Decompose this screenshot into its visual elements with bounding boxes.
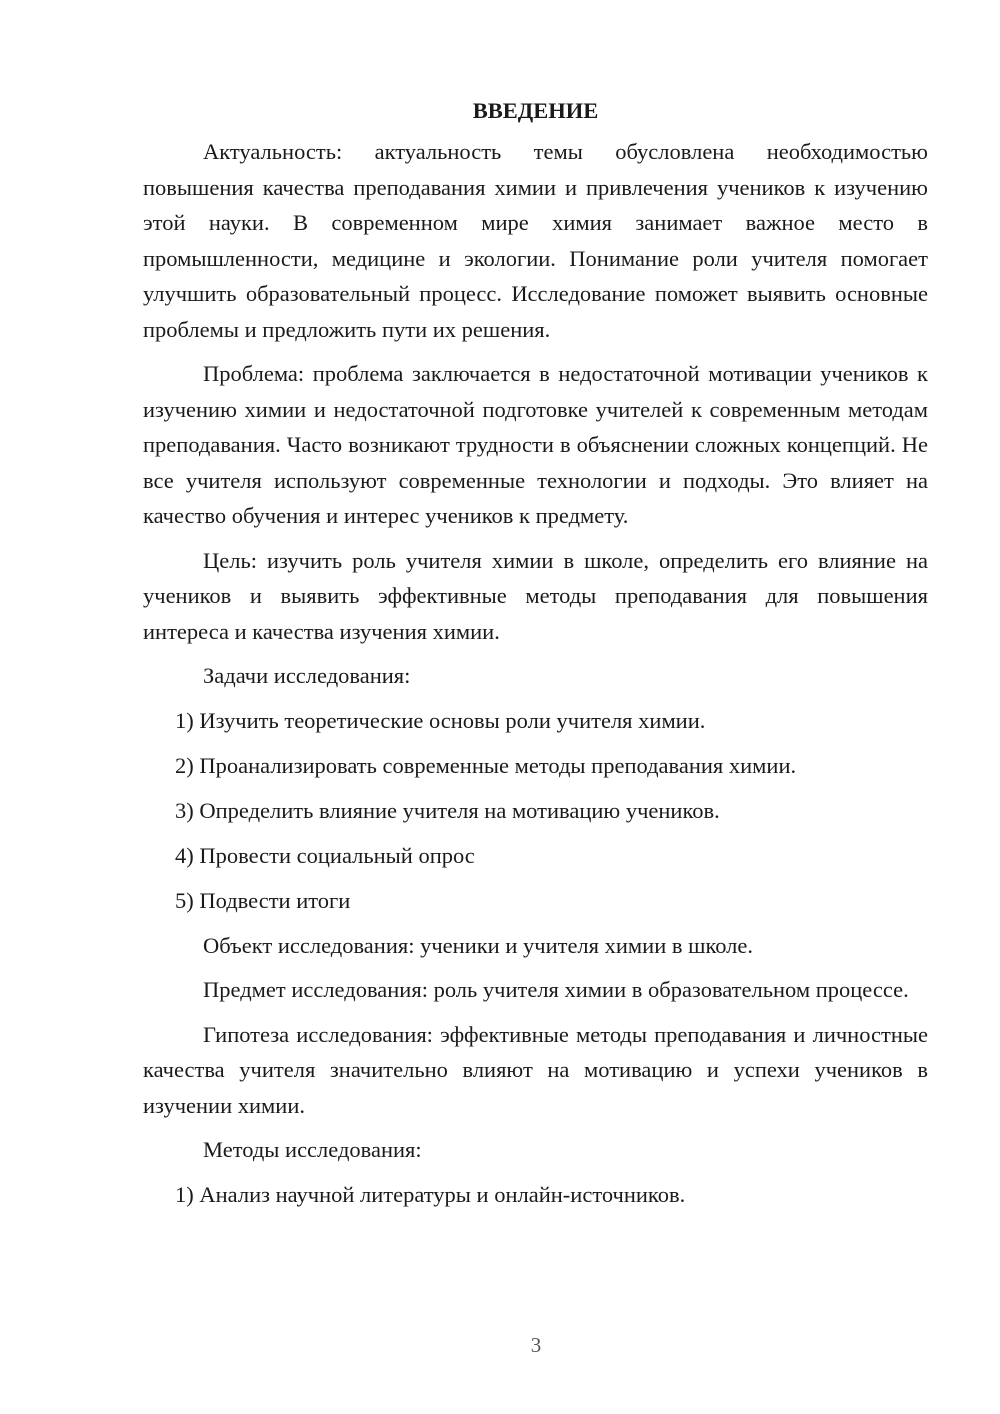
task-item-5: 5) Подвести итоги <box>175 887 351 913</box>
relevance-paragraph: Актуальность: актуальность темы обусловлена необходимостью повышения качества преподавания химии и привлечения учеников к изучению этой науки. В современном мире химия занимает важное место в промышленности, медицине и экологии. Понимание роли учителя помогает улучшить образовательный процесс. Исследование поможет выявить основные проблемы и предложить пути их решения. <box>143 139 928 342</box>
task-item-2: 2) Проанализировать современные методы преподавания химии. <box>175 752 797 778</box>
task-item-3: 3) Определить влияние учителя на мотивацию учеников. <box>175 797 720 823</box>
object-paragraph: Объект исследования: ученики и учителя химии в школе. <box>203 932 754 958</box>
goal-paragraph: Цель: изучить роль учителя химии в школе, определить его влияние на учеников и выявить эффективные методы преподавания для повышения интереса и качества изучения химии. <box>143 547 928 644</box>
method-item-1: 1) Анализ научной литературы и онлайн-источников. <box>175 1181 686 1207</box>
subject-paragraph: Предмет исследования: роль учителя химии в образовательном процессе. <box>203 977 909 1002</box>
methods-list <box>143 1177 928 1213</box>
task-item-4: 4) Провести социальный опрос <box>175 842 475 868</box>
page-content <box>143 94 928 1222</box>
section-heading: ВВЕДЕНИЕ <box>472 98 599 123</box>
task-item-1: 1) Изучить теоретические основы роли учителя химии. <box>175 707 706 733</box>
problem-paragraph: Проблема: проблема заключается в недостаточной мотивации учеников к изучению химии и недостаточной подготовке учителей к современным методам преподавания. Часто возникают трудности в объяснении сложных концепций. Не все учителя используют современные технологии и подходы. Это влияет на качество обучения и интерес учеников к предмету. <box>143 361 928 528</box>
methods-label: Методы исследования: <box>203 1137 422 1162</box>
tasks-list <box>143 703 928 919</box>
tasks-label: Задачи исследования: <box>203 663 411 688</box>
page-number: 3 <box>530 1333 542 1357</box>
hypothesis-paragraph: Гипотеза исследования: эффективные методы преподавания и личностные качества учителя значительно влияют на мотивацию и успехи учеников в изучении химии. <box>143 1021 928 1118</box>
